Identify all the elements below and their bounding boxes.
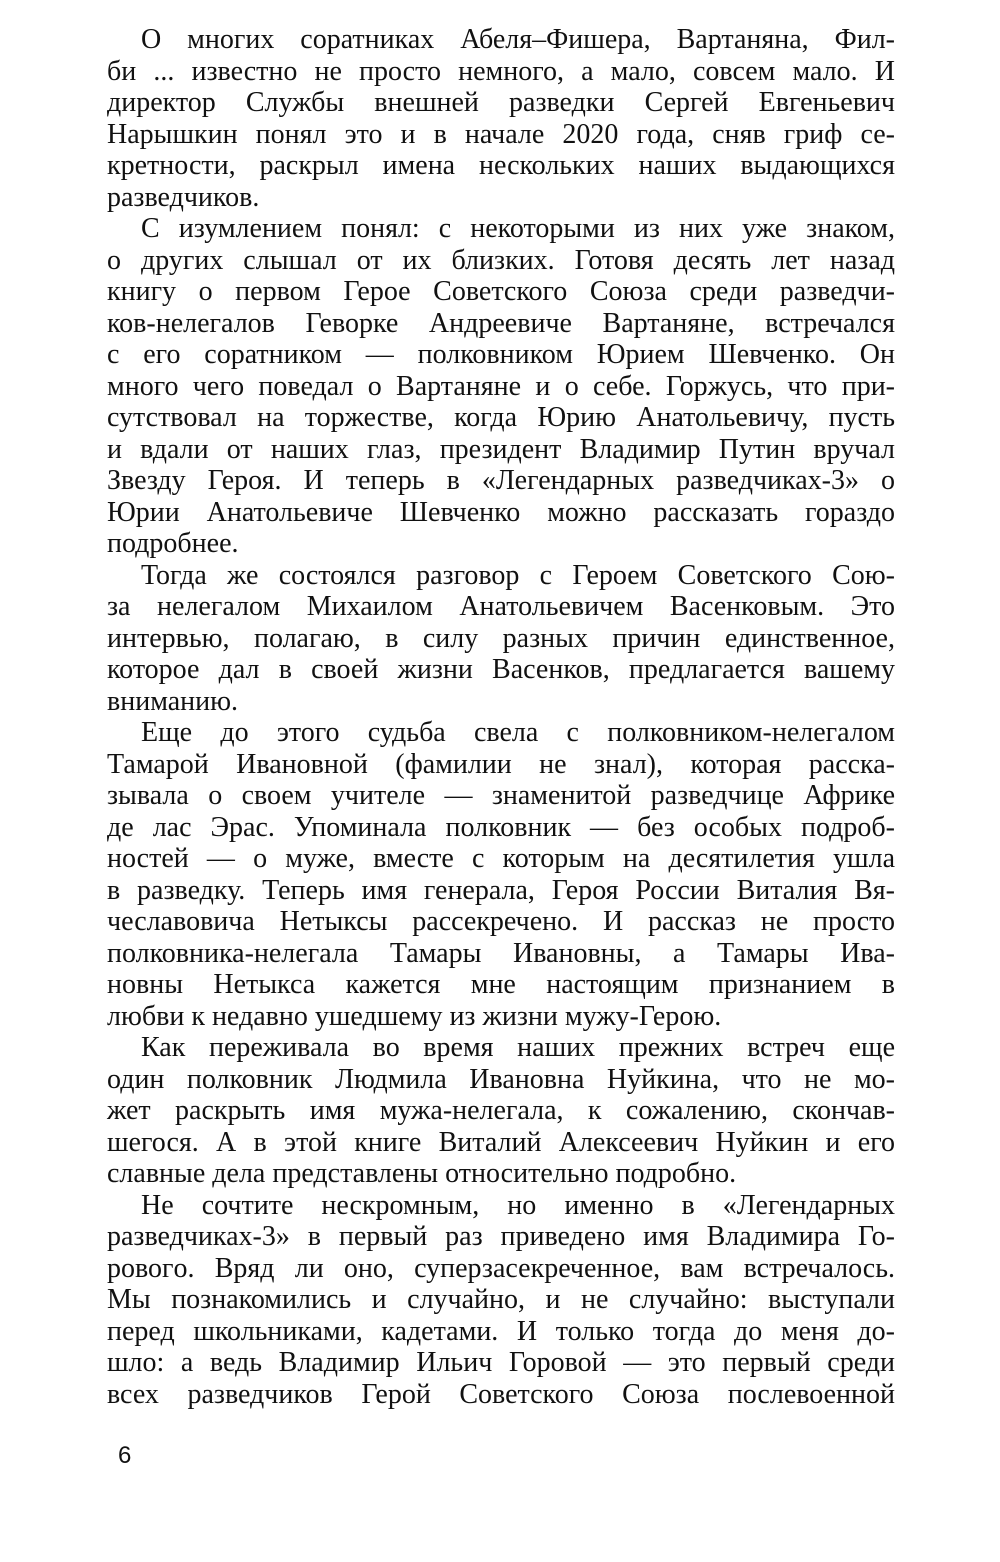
text-line: много чего поведал о Вартаняне и о себе. Горжусь, что при- (107, 370, 895, 402)
paragraph (107, 213, 895, 560)
text-line: зывала о своем учителе — знаменитой разведчице Африке (107, 780, 895, 811)
text-line: один полковник Людмила Ивановна Нуйкина, что не мо- (107, 1063, 895, 1095)
text-line: Мы познакомились и случайно, и не случайно: выступали (107, 1284, 895, 1315)
text-line: с его соратником — полковником Юрием Шевченко. Он (107, 339, 895, 370)
text-line: ков-нелегалов Геворке Андреевиче Вартаняне, встречался (107, 307, 895, 339)
paragraph (107, 1032, 895, 1190)
text-line: за нелегалом Михаилом Анатольевичем Васенковым. Это (107, 591, 895, 622)
text-line: Еще до этого судьба свела с полковником-нелегалом (141, 717, 895, 748)
text-line: которое дал в своей жизни Васенков, предлагается вашему (107, 654, 895, 685)
text-line: О многих соратниках Абеля–Фишера, Вартаняна, Фил- (141, 24, 895, 55)
text-line: разведчиков. (107, 181, 260, 213)
text-line: Юрии Анатольевиче Шевченко можно рассказать гораздо (107, 496, 895, 528)
paragraph (107, 24, 895, 213)
text-line: новны Нетыкса кажется мне настоящим признанием в (107, 969, 895, 1000)
text-line: интервью, полагаю, в силу разных причин единственное, (107, 622, 895, 654)
text-line: Не сочтите нескромным, но именно в «Легендарных (141, 1189, 895, 1221)
text-line: полковника-нелегала Тамары Ивановны, а Тамары Ива- (107, 937, 895, 969)
page-number: 6 (118, 1442, 132, 1469)
text-line: Как переживала во время наших прежних встреч еще (141, 1032, 895, 1063)
text-line: С изумлением понял: с некоторыми из них уже знаком, (141, 213, 895, 244)
text-line: Нарышкин понял это и в начале 2020 года, сняв гриф се- (107, 118, 895, 150)
text-line: в разведку. Теперь имя генерала, Героя России Виталия Вя- (107, 874, 895, 906)
text-line: подробнее. (107, 528, 239, 559)
text-line: Тогда же состоялся разговор с Героем Советского Сою- (141, 559, 895, 591)
text-line: би ... известно не просто немного, а мало, совсем мало. И (107, 55, 895, 87)
text-line: шегося. А в этой книге Виталий Алексеевич Нуйкин и его (107, 1126, 895, 1158)
text-line: ровогo. Вряд ли оно, суперзасекреченное, вам встречалось. (107, 1252, 895, 1284)
text-line: сутствовал на торжестве, когда Юрию Анатольевичу, пусть (107, 402, 895, 433)
text-line: де лас Эрас. Упоминала полковник — без особых подроб- (107, 811, 895, 843)
text-line: жет раскрыть имя мужа-нелегала, к сожалению, скончав- (107, 1095, 895, 1126)
text-line: разведчиках-3» в первый раз приведено имя Владимира Го- (107, 1221, 895, 1252)
page-body (107, 24, 895, 1410)
text-line: директор Службы внешней разведки Сергей Евгеньевич (107, 87, 895, 118)
text-line: Звезду Героя. И теперь в «Легендарных разведчиках-3» о (107, 465, 895, 496)
text-line: ностей — о муже, вместе с которым на десятилетия ушла (107, 843, 895, 874)
text-line: книгу о первом Герое Советского Союза среди разведчи- (107, 276, 895, 307)
paragraph (107, 717, 895, 1032)
text-line: любви к недавно ушедшему из жизни мужу-Герою. (107, 1000, 722, 1032)
text-line: чеславовича Нетыксы рассекречено. И рассказ не просто (107, 906, 895, 937)
paragraph (107, 1190, 895, 1411)
text-line: вниманию. (107, 685, 239, 717)
text-line: всех разведчиков Герой Советского Союза послевоенной (107, 1378, 895, 1410)
text-line: славные дела представлены относительно подробно. (107, 1158, 737, 1189)
paragraph (107, 560, 895, 718)
text-line: перед школьниками, кадетами. И только тогда до меня до- (107, 1315, 895, 1347)
text-line: шло: а ведь Владимир Ильич Горовой — это первый среди (107, 1347, 895, 1378)
text-line: Тамарой Ивановной (фамилии не знал), которая расска- (107, 748, 895, 780)
text-line: о других слышал от их близких. Готовя десять лет назад (107, 244, 895, 276)
text-line: кретности, раскрыл имена нескольких наших выдающихся (107, 150, 895, 181)
text-line: и вдали от наших глаз, президент Владимир Путин вручал (107, 433, 895, 465)
